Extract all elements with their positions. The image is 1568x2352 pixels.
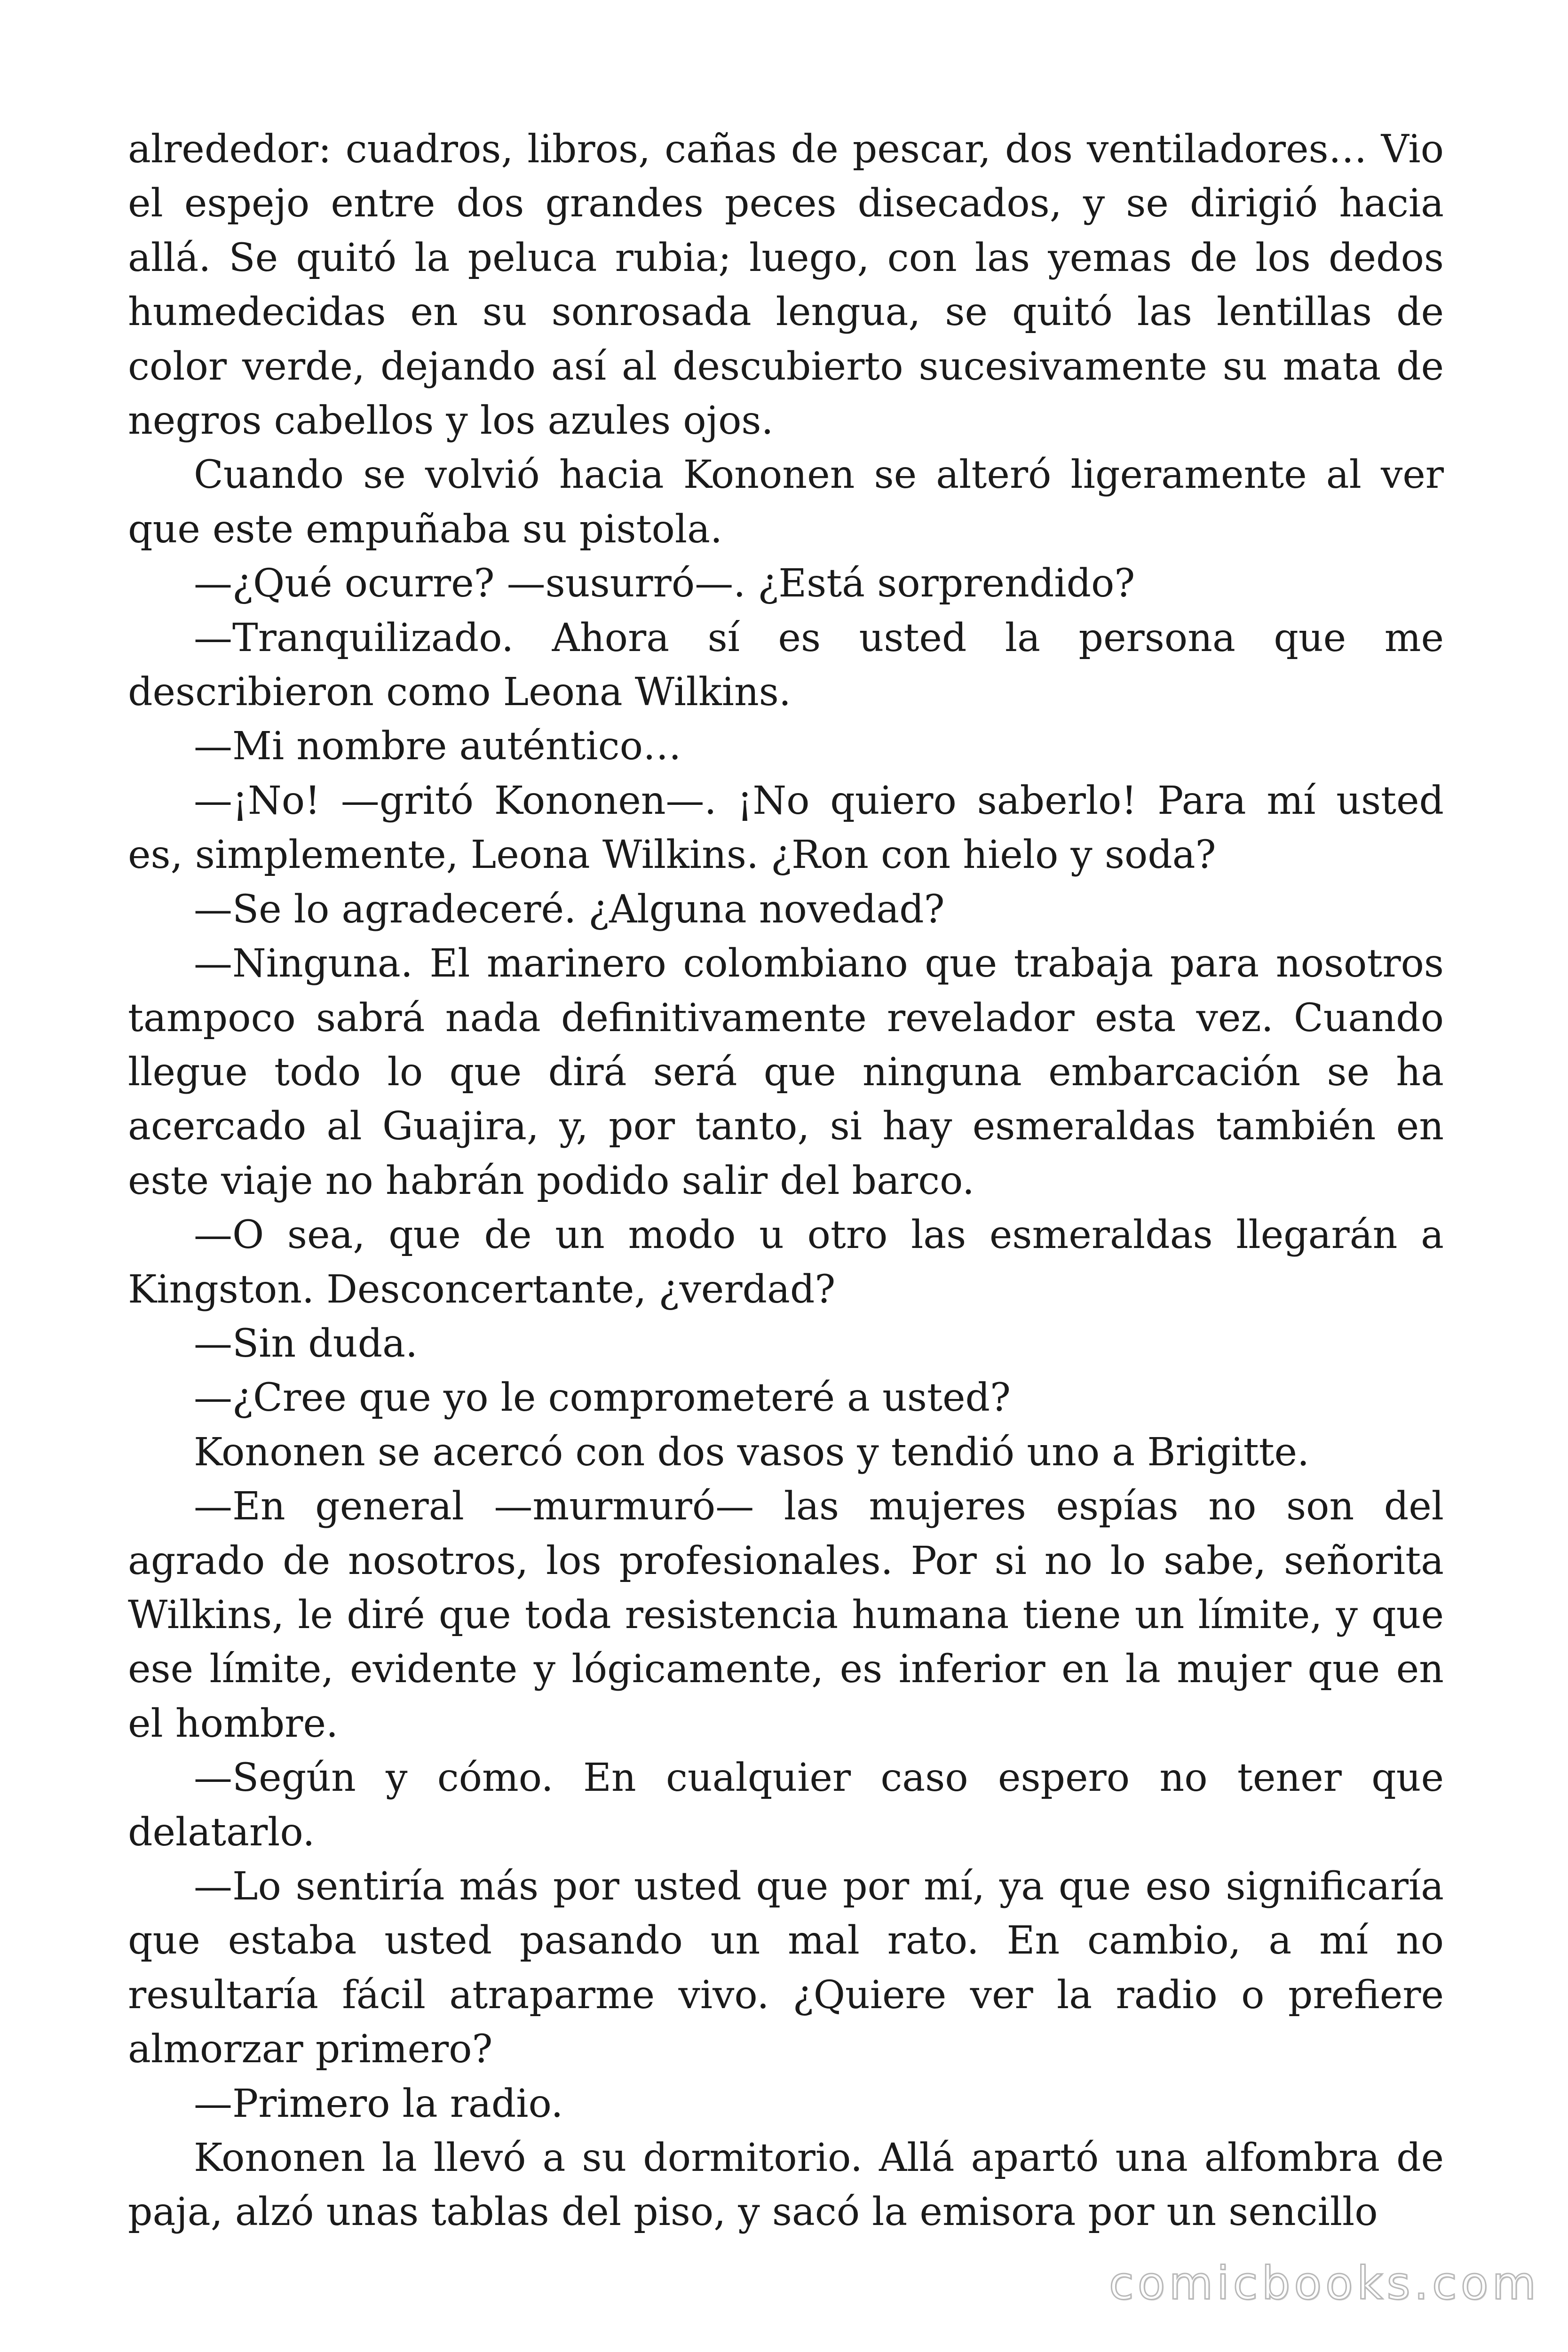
paragraph: —Mi nombre auténtico… <box>194 724 681 769</box>
paragraph: —Según y cómo. En cualquier caso espero no tener que delatarlo. <box>128 1756 1444 1855</box>
paragraph: Cuando se volvió hacia Kononen se alteró ligeramente al ver que este empuñaba su pistola. <box>128 453 1444 552</box>
paragraph: —Primero la radio. <box>194 2081 563 2126</box>
paragraph: —O sea, que de un modo u otro las esmeraldas llegarán a Kingston. Desconcertante, ¿verdad? <box>128 1213 1444 1312</box>
paragraph: —Se lo agradeceré. ¿Alguna novedad? <box>194 887 945 932</box>
paragraph: Kononen se acercó con dos vasos y tendió uno a Brigitte. <box>194 1430 1310 1475</box>
paragraph: —En general —murmuró— las mujeres espías no son del agrado de nosotros, los profesionales. Por si no lo sabe, señorita Wilkins, le diré que toda resistencia humana tiene un límite, y que ese límite, evidente y lógicamente, es inferior en la mujer que en el hombre. <box>128 1484 1444 1746</box>
paragraph: —Ninguna. El marinero colombiano que trabaja para nosotros tampoco sabrá nada definitivamente revelador esta vez. Cuando llegue todo lo que dirá será que ninguna embarcación se ha acercado al Guajira, y, por tanto, si hay esmeraldas también en este viaje no habrán podido salir del barco. <box>128 941 1444 1203</box>
site-watermark: comicbooks.com <box>1109 2257 1540 2310</box>
book-page-text <box>128 122 1444 2240</box>
paragraph: —Lo sentiría más por usted que por mí, ya que eso significaría que estaba usted pasando un mal rato. En cambio, a mí no resultaría fácil atraparme vivo. ¿Quiere ver la radio o prefiere almorzar primero? <box>128 1864 1444 2072</box>
paragraph: —¿Cree que yo le comprometeré a usted? <box>194 1375 1011 1421</box>
paragraph: —¡No! —gritó Kononen—. ¡No quiero saberlo! Para mí usted es, simplemente, Leona Wilkins. ¿Ron con hielo y soda? <box>128 778 1444 878</box>
paragraph: Kononen la llevó a su dormitorio. Allá apartó una alfombra de paja, alzó unas tablas del piso, y sacó la emisora por un sencillo <box>128 2136 1444 2235</box>
paragraph: —Tranquilizado. Ahora sí es usted la persona que me describieron como Leona Wilkins. <box>128 615 1444 715</box>
paragraph: —¿Qué ocurre? —susurró—. ¿Está sorprendido? <box>194 561 1135 606</box>
paragraph: —Sin duda. <box>194 1321 418 1366</box>
paragraph: alrededor: cuadros, libros, cañas de pescar, dos ventiladores… Vio el espejo entre dos grandes peces disecados, y se dirigió hacia allá. Se quitó la peluca rubia; luego, con las yemas de los dedos humedecidas en su sonrosada lengua, se quitó las lentillas de color verde, dejando así al descubierto sucesivamente su mata de negros cabellos y los azules ojos. <box>128 127 1444 444</box>
